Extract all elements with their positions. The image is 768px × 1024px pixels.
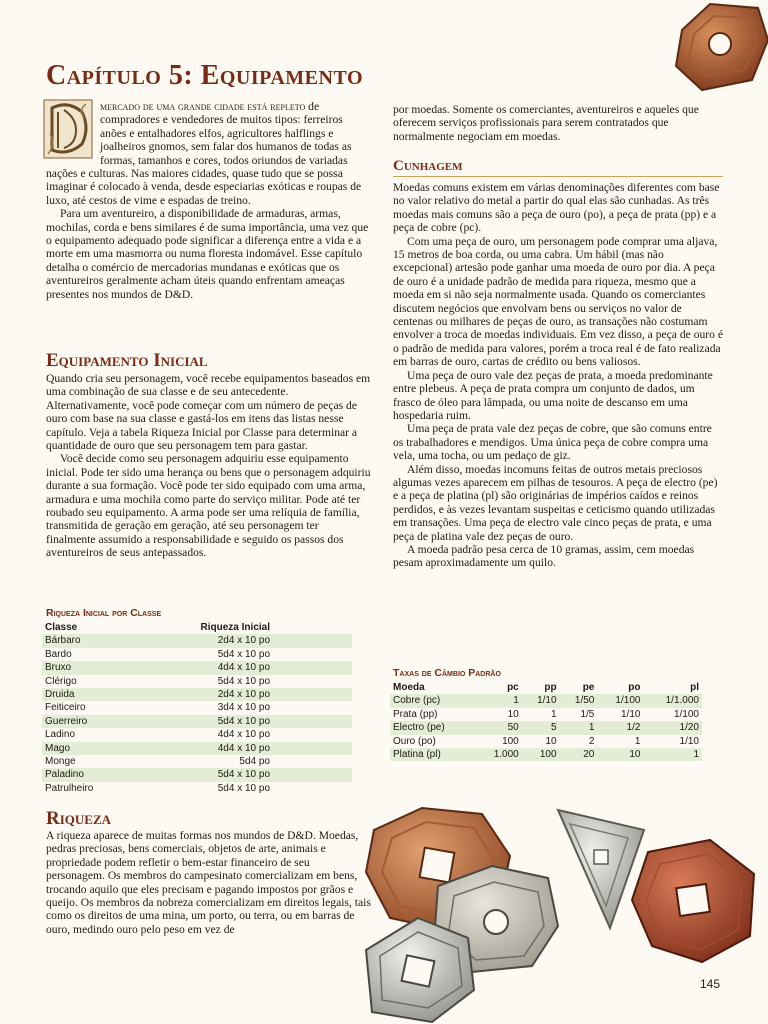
table-cell: 1/5: [580, 708, 595, 720]
table-row: [390, 748, 702, 761]
continued-paragraph: por moedas. Somente os comerciantes, aventureiros e aqueles que oferecem serviços profissionais para serem contratados que normalmente negociam em moedas.: [393, 103, 699, 143]
riqueza-table-title: Riqueza Inicial por Classe: [46, 607, 162, 619]
column-header: pe: [582, 682, 595, 693]
cambio-table-title: Taxas de Câmbio Padrão: [393, 667, 501, 679]
table-row: [42, 742, 352, 755]
table-cell: Electro (pe): [390, 721, 476, 734]
dropcap-ornament-icon: [42, 98, 94, 160]
column-header: Riqueza Inicial: [200, 622, 270, 633]
table-cell: Bardo: [45, 648, 72, 660]
table-cell: 4d4 x 10 po: [123, 661, 352, 674]
column-header: pc: [507, 682, 519, 693]
table-cell: 5d4 x 10 po: [217, 782, 270, 794]
page-number: 145: [700, 977, 721, 991]
table-cell: 2d4 x 10 po: [123, 634, 352, 647]
table-row: [42, 701, 352, 714]
table-row: [42, 728, 352, 741]
table-cell: 10: [597, 748, 643, 761]
cunhagem-paragraph-2: Com uma peça de ouro, um personagem pode comprar uma aljava, 15 metros de boa corda, ou uma cabra. Um hábil (mas não excepcional) artesão pode ganhar uma moeda de ouro por dia. A peça de ouro é a unidade padrão de medida para riqueza, mesmo que a moeda em si não seja normalmente usada. Quando os comerciantes discutem negócios que envolvam bens ou serviços no valor de centenas ou milhares de peças de ouro, as transações não costumam envolver a troca de moedas individuais. Em vez disso, a peça de ouro é o padrão de medida para valores, porém a troca real é de fato realizada em barras de ouro, cartas de crédito ou bens valiosos.: [393, 234, 723, 369]
table-cell: 5d4 po: [239, 756, 270, 768]
table-cell: Ouro (po): [393, 735, 436, 747]
table-row: [42, 648, 352, 661]
table-row: [42, 755, 352, 768]
cunhagem-paragraph-1: Moedas comuns existem em várias denominações diferentes com base no valor relativo do metal a partir do qual elas são cunhadas. As três moedas mais comuns são a peça de ouro (po), a peça de prata (pp) e a peça de cobre (pc).: [393, 181, 720, 235]
table-cell: Cobre (pc): [390, 694, 476, 707]
platinum-coin-icon: [366, 918, 474, 1022]
table-row: [390, 721, 702, 734]
table-cell: Bárbaro: [42, 634, 123, 647]
taxas-cambio-table: [390, 681, 702, 761]
table-cell: 1/20: [643, 721, 702, 734]
table-cell: 1/100: [597, 694, 643, 707]
table-cell: 100: [522, 748, 560, 761]
table-cell: 1: [551, 708, 557, 720]
table-cell: Druida: [42, 688, 123, 701]
table-row: [42, 782, 352, 795]
table-cell: 1/2: [597, 721, 643, 734]
intro-text: de compradores e vendedores de muitos tipos: ferreiros anões e entalhadores elfos, agricultores halflings e joalheiros gnomos, sem falar dos humanos de todas as formas, tamanhos e cores, todos oriundos de variadas nações e culturas. Nas maiores cidades, quase tudo que se possa imaginar é colocado à venda, desde especiarias exóticas e roupas de luxo, até cestos de vime e espadas de treino.: [46, 100, 362, 207]
table-cell: 5d4 x 10 po: [217, 648, 270, 660]
table-cell: 10: [545, 735, 557, 747]
table-cell: Feiticeiro: [45, 702, 86, 714]
table-cell: Platina (pl): [390, 748, 476, 761]
intro-lead: mercado de uma grande cidade está repleto: [100, 100, 306, 113]
riqueza-heading: Riqueza: [46, 808, 112, 829]
silver-coin-icon: [558, 810, 644, 928]
table-cell: 1.000: [476, 748, 522, 761]
table-row: [42, 661, 352, 674]
table-cell: Guerreiro: [42, 715, 123, 728]
riqueza-section: [46, 829, 371, 936]
column-header: pp: [544, 682, 557, 693]
table-header-row: [390, 681, 702, 694]
intro-section: [46, 100, 371, 301]
table-cell: 1/10: [679, 735, 699, 747]
table-cell: 5: [522, 721, 560, 734]
table-cell: 1/10: [620, 708, 641, 720]
table-cell: Bruxo: [42, 661, 123, 674]
table-cell: Mago: [42, 742, 123, 755]
column-header: Moeda: [393, 682, 425, 693]
table-cell: Ladino: [45, 729, 76, 741]
table-cell: Monge: [45, 756, 76, 768]
table-row: [42, 634, 352, 647]
cunhagem-heading: Cunhagem: [393, 158, 723, 177]
table-row: [42, 768, 352, 781]
table-cell: Patrulheiro: [45, 782, 94, 794]
table-cell: 1: [476, 694, 522, 707]
table-row: [42, 688, 352, 701]
table-cell: 4d4 x 10 po: [123, 742, 352, 755]
table-cell: Prata (pp): [393, 708, 438, 720]
riqueza-paragraph: A riqueza aparece de muitas formas nos mundos de D&D. Moedas, pedras preciosas, bens comerciais, objetos de arte, animais e propriedade podem refletir o bem-estar financeiro de seu personagem. Os membros do campesinato comercializam em bens, trocando aquilo que eles precisam e pagando impostos por grãos e queijo. Os membros da nobreza comercializam em direitos legais, tais como os direitos de uma mina, um porto, ou terra, ou em barras de ouro, medindo ouro pelo peso em vez de: [46, 829, 371, 936]
table-cell: 1/1.000: [643, 694, 702, 707]
column-header: Classe: [45, 622, 78, 633]
table-header-row: [42, 621, 352, 634]
table-cell: 1: [643, 748, 702, 761]
cunhagem-paragraph-5: Além disso, moedas incomuns feitas de outros metais preciosos algumas vezes aparecem em pilhas de tesouros. A peça de electro (pe) e a peça de platina (pl) são originárias de impérios caídos e reinos perdidos, e às vezes levantam suspeitas e ceticismo quando utilizadas em transações. Uma peça de electro vale cinco peças de prata, e uma peça de platina vale dez peças de ouro.: [393, 462, 718, 543]
table-row: [42, 675, 352, 688]
cunhagem-paragraph-4: Uma peça de prata vale dez peças de cobre, que são comuns entre os trabalhadores e mendigos. Uma única peça de cobre compra uma vela, uma tocha, ou um pedaço de giz.: [393, 422, 712, 463]
column-header: po: [628, 682, 641, 693]
cunhagem-paragraph-6: A moeda padrão pesa cerca de 10 gramas, assim, cem moedas pesam aproximadamente um quilo.: [393, 542, 695, 570]
equipamento-paragraph-1: Quando cria seu personagem, você recebe equipamentos baseados em uma combinação de sua classe e de seu antecedente. Alternativamente, você pode começar com um número de peças de ouro com base na sua classe e gastá-los em itens das listas nesse capítulo. Veja a tabela Riqueza Inicial por Classe para determinar a quantidade de ouro que seu personagem tem para gastar.: [46, 372, 371, 453]
table-cell: 50: [476, 721, 522, 734]
table-cell: 3d4 x 10 po: [217, 702, 270, 714]
table-row: [390, 708, 702, 721]
table-row: [42, 715, 352, 728]
table-cell: 1: [634, 735, 641, 747]
table-cell: 2d4 x 10 po: [123, 688, 352, 701]
table-cell: Clérigo: [45, 675, 77, 687]
table-cell: 1/50: [560, 694, 598, 707]
equipamento-inicial-heading: Equipamento Inicial: [46, 350, 208, 371]
table-row: [390, 735, 702, 748]
table-cell: 2: [588, 735, 595, 747]
cunhagem-section: [393, 181, 723, 570]
riqueza-inicial-table: [42, 621, 352, 795]
table-cell: 1/10: [522, 694, 560, 707]
copper-coin-icon: [672, 0, 768, 92]
table-cell: 5d4 x 10 po: [123, 768, 352, 781]
column-header: pl: [690, 682, 699, 693]
table-cell: 1: [560, 721, 598, 734]
table-cell: Paladino: [42, 768, 123, 781]
table-cell: 10: [507, 708, 519, 720]
gold-coin-icon: [632, 840, 754, 962]
table-cell: 20: [560, 748, 598, 761]
table-cell: 1/100: [673, 708, 699, 720]
chapter-title: Capítulo 5: Equipamento: [46, 60, 363, 91]
right-top-text: [393, 103, 723, 143]
equipamento-paragraph-2: Você decide como seu personagem adquiriu esse equipamento inicial. Pode ter sido uma herança ou bens que o personagem adquiriu durante a sua formação. Você pode ter sido equipado com uma arma, armadura e uma mochila como parte do serviço militar. Pode até ter roubado seu equipamento. A arma pode ser uma relíquia de família, transmitida de geração em geração, até seu personagem ter finalmente assumido a responsabilidade e seguido os passos dos aventureiros de seus antepassados.: [46, 452, 371, 560]
table-cell: 100: [502, 735, 519, 747]
equipamento-inicial-section: [46, 372, 371, 560]
table-row: [390, 694, 702, 707]
table-cell: 5d4 x 10 po: [123, 715, 352, 728]
table-cell: 4d4 x 10 po: [217, 729, 270, 741]
cunhagem-paragraph-3: Uma peça de ouro vale dez peças de prata, a moeda predominante entre plebeus. A peça de prata compra um conjunto de dados, um frasco de óleo para lâmpada, ou uma noite de descanso em uma hospedaria ruim.: [393, 368, 713, 422]
table-cell: 5d4 x 10 po: [217, 675, 270, 687]
intro-paragraph-2: Para um aventureiro, a disponibilidade de armaduras, armas, mochilas, corda e bens similares é de suma importância, uma vez que o equipamento adequado pode significar a diferença entre a vida e a morte em uma masmorra ou numa floresta indomável. Esse capítulo detalha o comércio de mercadorias mundanas e exóticas que os aventureiros geralmente acham úteis quando enfrentam ameaças presentes nos mundos de D&D.: [46, 207, 369, 301]
